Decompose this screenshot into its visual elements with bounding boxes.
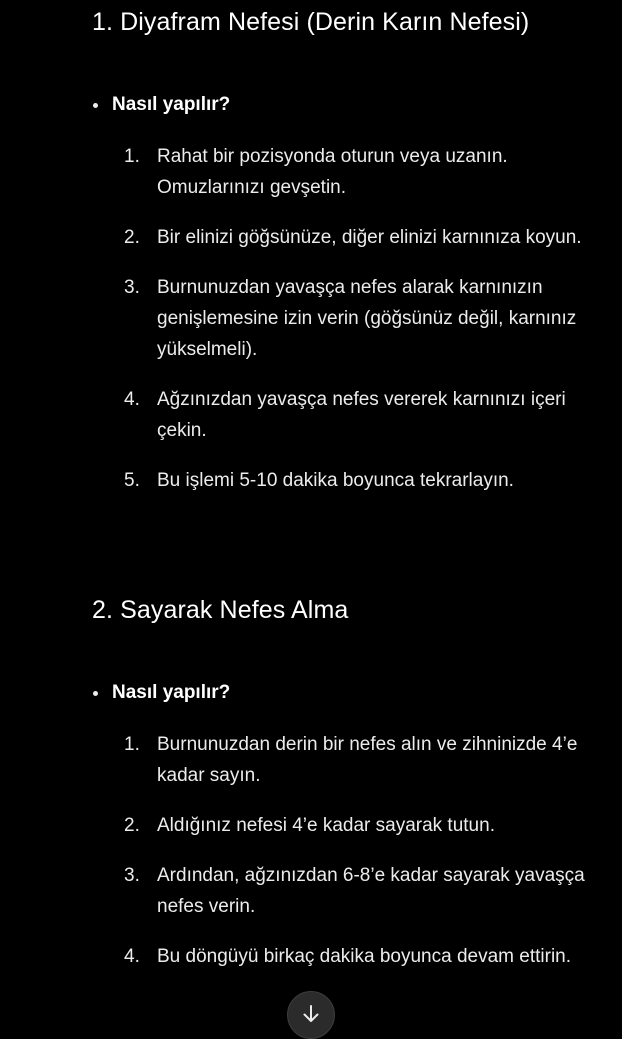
bullet-item	[92, 92, 230, 118]
step-text: Bir elinizi göğsünüze, diğer elinizi karnınıza koyun.	[157, 227, 582, 248]
list-item	[124, 384, 594, 446]
step-text: Ağzınızdan yavaşça nefes vererek karnınızı içeri çekin.	[157, 389, 566, 441]
bullet-dot-icon	[93, 691, 98, 696]
bullet-label: Nasıl yapılır?	[112, 94, 231, 115]
bullet-label: Nasıl yapılır?	[112, 682, 231, 703]
bullet-dot-icon	[93, 103, 98, 108]
list-item	[124, 465, 594, 496]
section-title: 1. Diyafram Nefesi (Derin Karın Nefesi)	[92, 8, 530, 36]
list-item	[124, 222, 594, 253]
step-number: 3.	[124, 865, 140, 886]
step-number: 1.	[124, 734, 140, 755]
list-item	[124, 141, 594, 203]
steps-list	[124, 729, 594, 991]
step-number: 4.	[124, 389, 140, 410]
bullet-item	[92, 680, 230, 706]
step-number: 2.	[124, 815, 140, 836]
steps-list	[124, 141, 594, 515]
step-text: Bu döngüyü birkaç dakika boyunca devam ettirin.	[157, 946, 572, 967]
step-number: 5.	[124, 470, 140, 491]
step-text: Rahat bir pozisyonda oturun veya uzanın. Omuzlarınızı gevşetin.	[157, 146, 508, 198]
section-title: 2. Sayarak Nefes Alma	[92, 596, 349, 624]
step-number: 2.	[124, 227, 140, 248]
list-item	[124, 729, 594, 791]
list-item	[124, 860, 594, 922]
step-number: 4.	[124, 946, 140, 967]
list-item	[124, 810, 594, 841]
step-text: Burnunuzdan derin bir nefes alın ve zihninizde 4’e kadar sayın.	[157, 734, 578, 786]
step-text: Bu işlemi 5-10 dakika boyunca tekrarlayın.	[157, 470, 514, 491]
step-number: 3.	[124, 277, 140, 298]
step-text: Aldığınız nefesi 4’e kadar sayarak tutun.	[157, 815, 495, 836]
arrow-down-icon	[302, 1004, 320, 1024]
step-number: 1.	[124, 146, 140, 167]
step-text: Ardından, ağzınızdan 6-8’e kadar sayarak yavaşça nefes verin.	[157, 865, 585, 917]
scroll-to-bottom-button[interactable]	[287, 991, 335, 1039]
step-text: Burnunuzdan yavaşça nefes alarak karnınızın genişlemesine izin verin (göğsünüz değil, karnınız yükselmeli).	[157, 277, 577, 360]
list-item	[124, 941, 594, 972]
list-item	[124, 272, 594, 365]
